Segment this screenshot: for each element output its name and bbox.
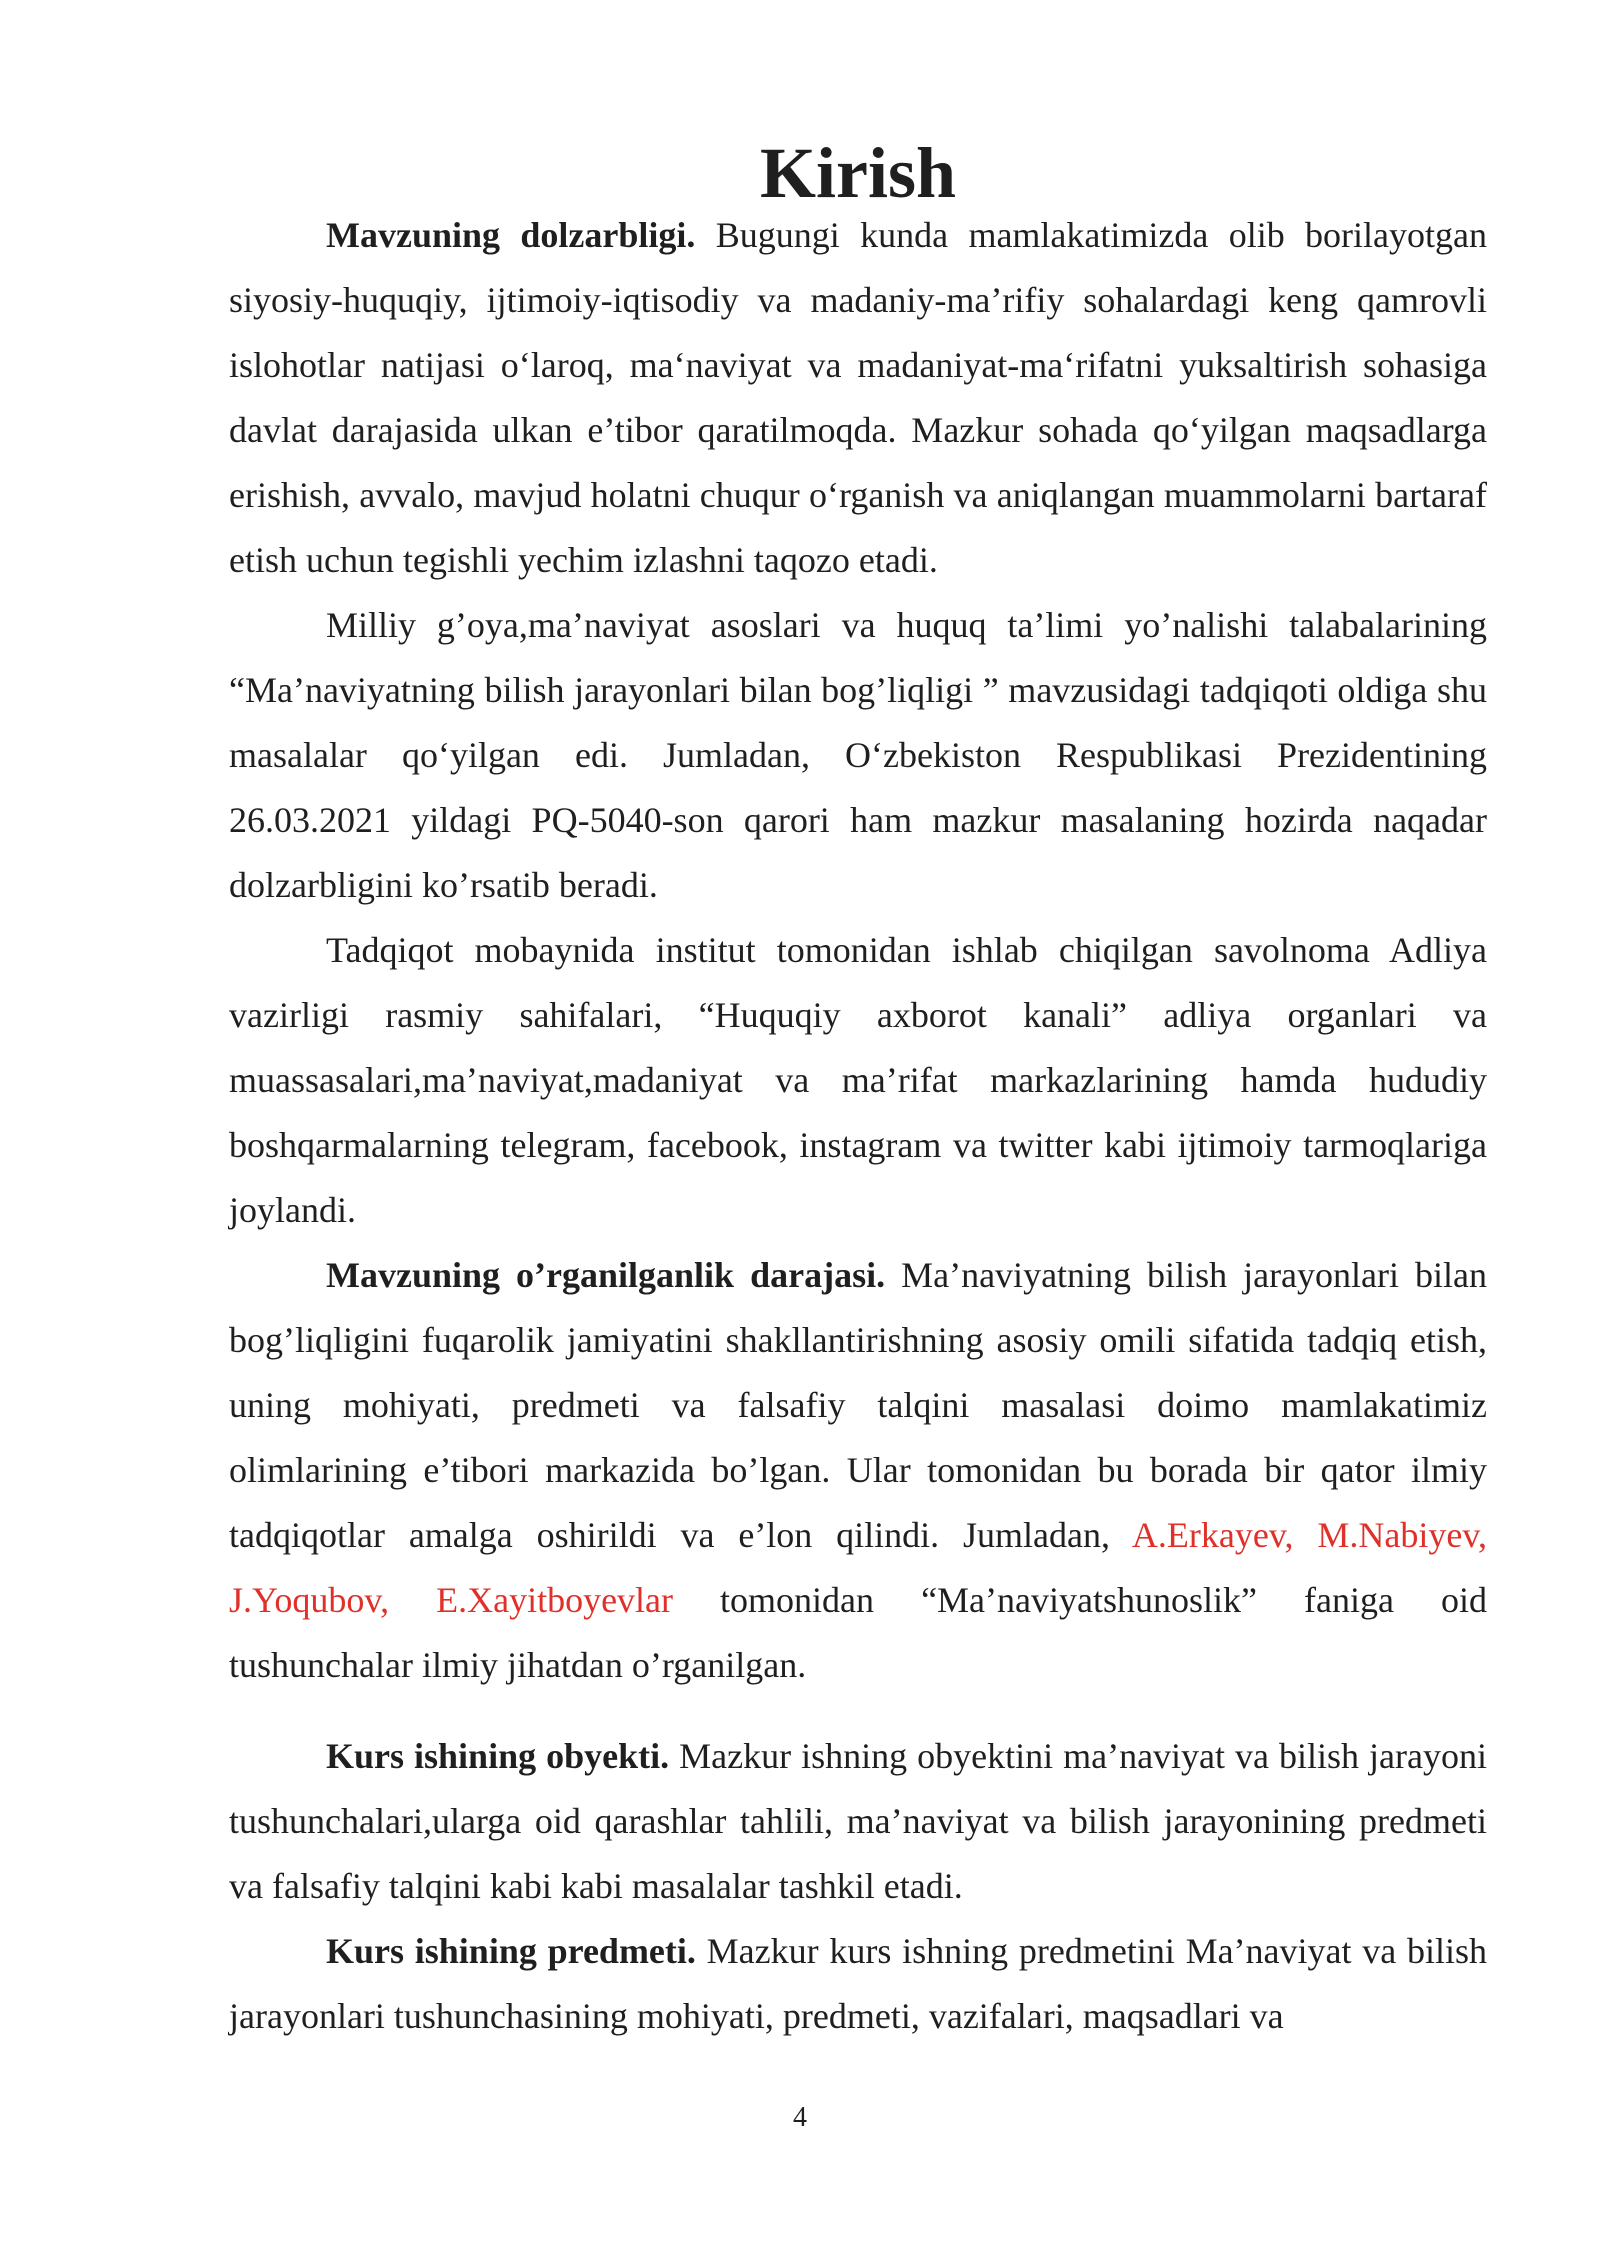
paragraph-lead: Mavzuning o’rganilganlik darajasi. xyxy=(326,1255,886,1295)
paragraph-text-after: tomonidan “Ma’naviyatshunoslik” faniga oid tushunchalar ilmiy jihatdan o’rganilgan. xyxy=(229,1580,1487,1685)
paragraph-text: Mazkur kurs ishning predmetini Ma’naviyat va bilish jarayonlari tushunchasining mohiyati, predmeti, vazifalari, maqsadlari va xyxy=(229,1931,1487,2036)
paragraph-lead: Kurs ishining obyekti. xyxy=(326,1736,670,1776)
paragraph-text: Ma’naviyatning bilish jarayonlari bilan bog’liqligini fuqarolik jamiyatini shakllantirishning asosiy omili sifatida tadqiq etish, uning mohiyati, predmeti va falsafiy talqini masalasi doimo mamlakatimiz olimlarining e’tibori markazida bo’lgan. Ular tomonidan bu borada bir qator ilmiy tadqiqotlar amalga oshirildi va e’lon qilindi. Jumladan, xyxy=(229,1255,1488,1555)
highlighted-authors: A.Erkayev, M.Nabiyev, J.Yoqubov, E.Xayitboyevlar xyxy=(229,1515,1487,1620)
paragraph-subject xyxy=(229,1919,1487,2049)
paragraph-study-degree xyxy=(229,1243,1487,1698)
paragraph-relevance xyxy=(229,203,1487,593)
paragraph-lead: Kurs ishining predmeti. xyxy=(326,1931,696,1971)
paragraph-text: Mazkur ishning obyektini ma’naviyat va bilish jarayoni tushunchalari,ularga oid qarashlar tahlili, ma’naviyat va bilish jarayonining predmeti va falsafiy talqini kabi kabi masalalar tashkil etadi. xyxy=(229,1736,1487,1906)
paragraph-lead: Mavzuning dolzarbligi. xyxy=(326,215,696,255)
page-number: 4 xyxy=(793,2102,807,2133)
paragraph-text: Milliy g’oya,ma’naviyat asoslari va huquq ta’limi yo’nalishi talabalarining “Ma’naviyatning bilish jarayonlari bilan bog’liqligi ” mavzusidagi tadqiqoti oldiga shu masalalar qo‘yilgan edi. Jumladan, O‘zbekiston Respublikasi Prezidentining 26.03.2021 yildagi PQ-5040-son qarori ham mazkur masalaning hozirda naqadar dolzarbligini ko’rsatib beradi. xyxy=(229,605,1487,905)
paragraph-text: Tadqiqot mobaynida institut tomonidan ishlab chiqilgan savolnoma Adliya vazirligi rasmiy sahifalari, “Huquqiy axborot kanali” adliya organlari va muassasalari,ma’naviyat,madaniyat va ma’rifat markazlarining hamda hududiy boshqarmalarning telegram, facebook, instagram va twitter kabi ijtimoiy tarmoqlariga joylandi. xyxy=(229,930,1487,1230)
paragraph-text: Bugungi kunda mamlakatimizda olib borilayotgan siyosiy-huquqiy, ijtimoiy-iqtisodiy va madaniy-ma’rifiy sohalardagi keng qamrovli islohotlar natijasi o‘laroq, ma‘naviyat va madaniyat-ma‘rifatni yuksaltirish sohasiga davlat darajasida ulkan e’tibor qaratilmoqda. Mazkur sohada qo‘yilgan maqsadlarga erishish, avvalo, mavjud holatni chuqur o‘rganish va aniqlangan muammolarni bartaraf etish uchun tegishli yechim izlashni taqozo etadi. xyxy=(229,215,1488,580)
document-body xyxy=(229,133,1488,2049)
paragraph-research-task xyxy=(229,593,1487,918)
page-title: Kirish xyxy=(759,133,957,213)
paragraph-questionnaire xyxy=(229,918,1487,1243)
paragraph-object xyxy=(229,1724,1487,1919)
